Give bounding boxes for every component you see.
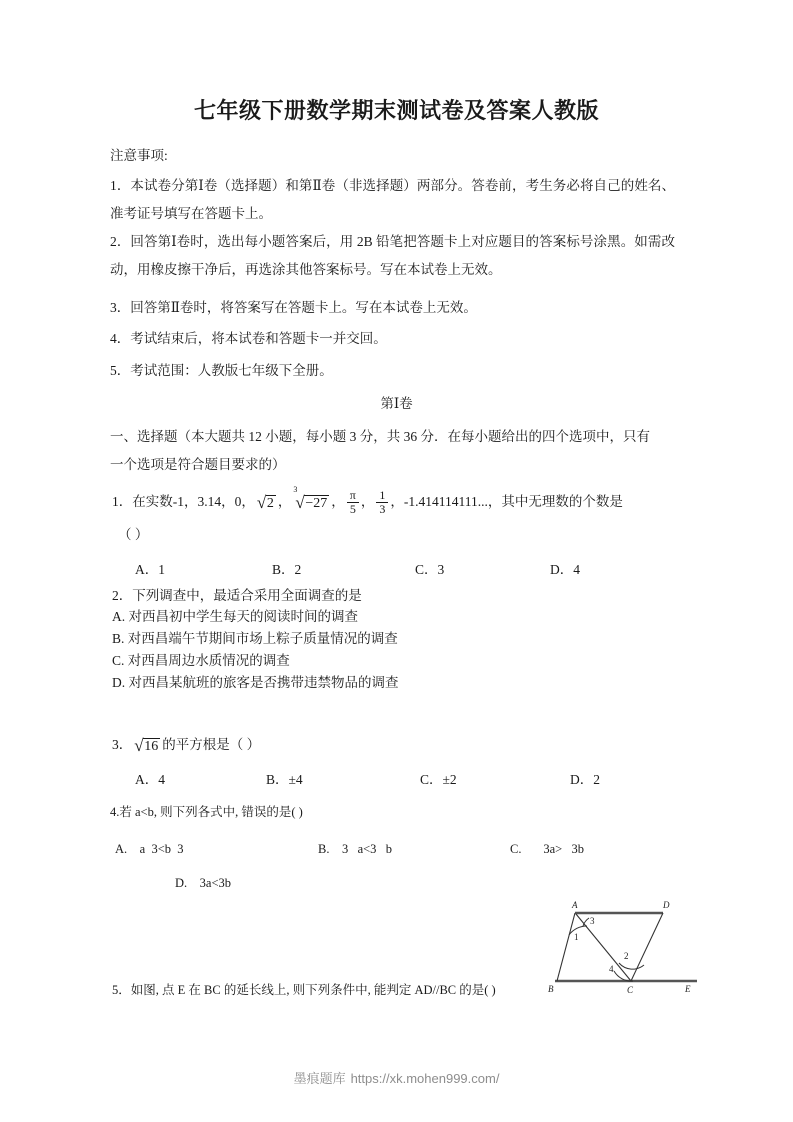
question-5-number: 5．	[112, 983, 131, 997]
figure-label-e: E	[685, 984, 691, 994]
figure-label-b: B	[548, 984, 554, 994]
question-2-option-c[interactable]: C. 对西昌周边水质情况的调查	[112, 653, 290, 668]
radicand: 2	[266, 496, 274, 512]
question-4-stem	[110, 800, 303, 824]
question-2-option-d[interactable]: D. 对西昌某航班的旅客是否携带违禁物品的调查	[112, 675, 399, 690]
question-3-option-d[interactable]: D．2	[570, 772, 600, 787]
separator-comma-1: ，	[277, 494, 292, 510]
question-3-option-c[interactable]: C．±2	[420, 772, 457, 787]
separator-comma-2: ，	[331, 494, 345, 510]
section-instruction-line-2: 一个选项是符合题目要求的）	[110, 457, 286, 472]
question-4-stem-text: 若 a<b, 则下列各式中, 错误的是( )	[119, 805, 303, 819]
question-1-answer-blank: （ ）	[118, 527, 149, 542]
question-1-option-b[interactable]: B．2	[272, 562, 302, 577]
question-1-option-d[interactable]: D．4	[550, 562, 580, 577]
geometry-diagram-svg	[545, 893, 705, 998]
notice-item-4: 4．考试结束后，将本试卷和答题卡一并交回。	[110, 331, 387, 346]
footer-brand: 墨痕题库	[293, 1071, 346, 1086]
fraction-denominator: 3	[376, 502, 388, 516]
question-3-option-a[interactable]: A．4	[135, 772, 165, 787]
cube-root-minus-27-expression	[293, 485, 329, 515]
question-5-stem	[112, 978, 496, 1002]
radicand: −27	[305, 496, 328, 512]
page-title: 七年级下册数学期末测试卷及答案人教版	[193, 98, 599, 123]
segment-dc	[631, 913, 663, 981]
question-1-number: 1．	[112, 494, 133, 510]
question-3-option-b[interactable]: B．±4	[266, 772, 303, 787]
question-4-option-a[interactable]: A. a 3<b 3	[115, 842, 184, 856]
footer-watermark	[0, 1068, 793, 1087]
question-1-option-c[interactable]: C．3	[415, 562, 445, 577]
fraction-numerator: π	[349, 488, 356, 502]
question-2-option-a[interactable]: A. 对西昌初中学生每天的阅读时间的调查	[112, 609, 358, 624]
figure-label-c: C	[627, 985, 634, 995]
question-4-option-d[interactable]: D. 3a<3b	[175, 876, 231, 890]
notice-item-1: 1．本试卷分第Ⅰ卷（选择题）和第Ⅱ卷（非选择题）两部分。答卷前，考生务必将自己的姓名、准考证号填写在答题卡上。	[110, 178, 675, 221]
notice-item-5: 5．考试范围：人教版七年级下全册。	[110, 363, 333, 378]
question-2-stem-text: 下列调查中，最适合采用全面调查的是	[132, 588, 362, 603]
angle-arc-2	[619, 963, 644, 969]
radical-sign: √	[256, 493, 267, 513]
figure-angle-label-1: 1	[574, 932, 579, 942]
angle-arc-3	[583, 918, 589, 926]
figure-label-a: A	[572, 900, 578, 910]
question-1-option-a[interactable]: A．1	[135, 562, 165, 577]
question-3-stem-suffix: 的平方根是（ ）	[162, 737, 261, 752]
question-4-number: 4.	[110, 805, 120, 819]
question-2-stem	[112, 584, 362, 608]
question-2-option-b[interactable]: B. 对西昌端午节期间市场上粽子质量情况的调查	[112, 631, 398, 646]
question-4-option-b[interactable]: B. 3 a<3 b	[318, 842, 393, 856]
question-3-stem	[112, 733, 260, 758]
fraction-denominator: 5	[347, 502, 359, 516]
radical-sign: √	[295, 493, 305, 513]
fraction-1-over-3	[376, 489, 388, 515]
radicand: 16	[144, 738, 159, 754]
section-header: 第Ⅰ卷	[380, 396, 413, 411]
notice-item-2: 2．回答第Ⅰ卷时，选出每小题答案后，用 2B 铅笔把答题卡上对应题目的答案标号涂黑。如需改动，用橡皮擦干净后，再选涂其他答案标号。写在本试卷上无效。	[110, 234, 675, 277]
question-1-stem-suffix: ，-1.414114111...，其中无理数的个数是	[390, 494, 623, 510]
question-5-geometry-figure	[545, 893, 705, 998]
root-index: 3	[293, 485, 298, 495]
figure-angle-label-4: 4	[609, 964, 614, 974]
question-1-stem	[112, 485, 692, 516]
section-instruction-line-1: 一、选择题（本大题共 12 小题，每小题 3 分，共 36 分．在每小题给出的四个选项中，只有	[110, 429, 650, 444]
question-3-number: 3．	[112, 737, 133, 752]
sqrt-2-expression	[257, 491, 276, 515]
notice-label: 注意事项:	[110, 148, 168, 163]
footer-url: https://xk.mohen999.com/	[350, 1071, 500, 1086]
question-4-option-c[interactable]: C. 3a> 3b	[510, 842, 585, 856]
fraction-pi-over-5	[347, 489, 359, 515]
fraction-numerator: 1	[379, 488, 386, 502]
notice-item-3: 3．回答第Ⅱ卷时，将答案写在答题卡上。写在本试卷上无效。	[110, 300, 477, 315]
question-5-stem-text: 如图, 点 E 在 BC 的延长线上, 则下列条件中, 能判定 AD//BC 的是( )	[130, 983, 496, 997]
sqrt-16-expression	[134, 734, 160, 758]
figure-angle-label-2: 2	[624, 951, 629, 961]
question-1-stem-prefix: 在实数-1，3.14，0，	[132, 494, 255, 510]
figure-label-d: D	[663, 900, 670, 910]
question-2-number: 2．	[112, 588, 133, 603]
radical-sign: √	[134, 736, 144, 756]
segment-ab	[557, 913, 575, 981]
figure-angle-label-3: 3	[590, 916, 595, 926]
separator-comma-3: ，	[360, 494, 375, 510]
